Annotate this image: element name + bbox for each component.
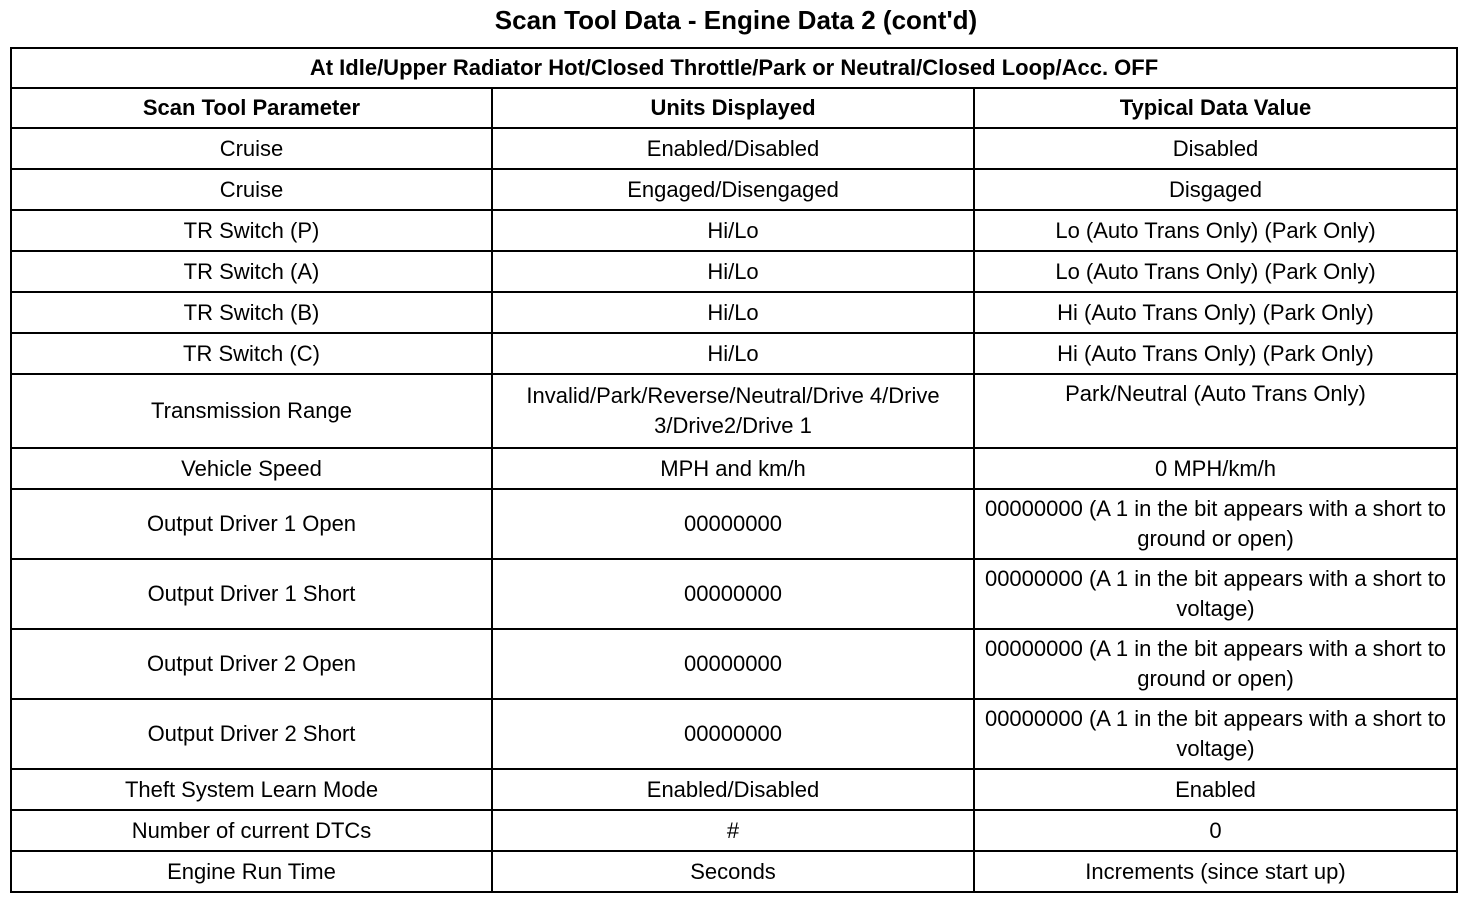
typical-value-cell: Lo (Auto Trans Only) (Park Only): [974, 210, 1457, 251]
parameter-cell: Cruise: [11, 169, 492, 210]
units-cell: #: [492, 810, 974, 851]
units-cell: Enabled/Disabled: [492, 128, 974, 169]
parameter-cell: TR Switch (P): [11, 210, 492, 251]
table-row: [11, 489, 1457, 559]
parameter-cell: Output Driver 2 Open: [11, 629, 492, 699]
column-header-parameter: Scan Tool Parameter: [11, 88, 492, 128]
typical-value-cell: 0: [974, 810, 1457, 851]
parameter-cell: Number of current DTCs: [11, 810, 492, 851]
typical-value-cell: 00000000 (A 1 in the bit appears with a short to ground or open): [974, 629, 1457, 699]
typical-value-cell: Disabled: [974, 128, 1457, 169]
units-cell: Hi/Lo: [492, 333, 974, 374]
column-header-typical-value: Typical Data Value: [974, 88, 1457, 128]
typical-value-cell: Enabled: [974, 769, 1457, 810]
typical-value-cell: 00000000 (A 1 in the bit appears with a short to voltage): [974, 559, 1457, 629]
table-row: [11, 769, 1457, 810]
scan-tool-data-table: [10, 47, 1458, 893]
table-row: [11, 128, 1457, 169]
table-row: [11, 333, 1457, 374]
parameter-cell: TR Switch (A): [11, 251, 492, 292]
condition-cell: At Idle/Upper Radiator Hot/Closed Throttle/Park or Neutral/Closed Loop/Acc. OFF: [11, 48, 1457, 88]
table-row: [11, 629, 1457, 699]
units-cell: Enabled/Disabled: [492, 769, 974, 810]
typical-value-cell: 00000000 (A 1 in the bit appears with a short to voltage): [974, 699, 1457, 769]
table-row: [11, 251, 1457, 292]
units-cell: Hi/Lo: [492, 292, 974, 333]
parameter-cell: Vehicle Speed: [11, 448, 492, 489]
units-cell: 00000000: [492, 559, 974, 629]
table-row: [11, 448, 1457, 489]
parameter-cell: TR Switch (B): [11, 292, 492, 333]
table-row: [11, 210, 1457, 251]
parameter-cell: Engine Run Time: [11, 851, 492, 892]
typical-value-cell: Park/Neutral (Auto Trans Only): [974, 374, 1457, 448]
units-cell: Engaged/Disengaged: [492, 169, 974, 210]
parameter-cell: Cruise: [11, 128, 492, 169]
typical-value-cell: 0 MPH/km/h: [974, 448, 1457, 489]
units-cell: 00000000: [492, 629, 974, 699]
column-header-units: Units Displayed: [492, 88, 974, 128]
units-cell: Invalid/Park/Reverse/Neutral/Drive 4/Drive 3/Drive2/Drive 1: [492, 374, 974, 448]
units-cell: 00000000: [492, 699, 974, 769]
table-row: [11, 699, 1457, 769]
units-cell: Seconds: [492, 851, 974, 892]
page-title: Scan Tool Data - Engine Data 2 (cont'd): [494, 5, 978, 35]
table-row: [11, 810, 1457, 851]
table-row: [11, 851, 1457, 892]
parameter-cell: Output Driver 1 Open: [11, 489, 492, 559]
parameter-cell: Theft System Learn Mode: [11, 769, 492, 810]
parameter-cell: TR Switch (C): [11, 333, 492, 374]
condition-row: [11, 48, 1457, 88]
units-cell: 00000000: [492, 489, 974, 559]
typical-value-cell: Increments (since start up): [974, 851, 1457, 892]
typical-value-cell: Hi (Auto Trans Only) (Park Only): [974, 333, 1457, 374]
parameter-cell: Transmission Range: [11, 374, 492, 448]
table-row: [11, 374, 1457, 448]
typical-value-cell: Lo (Auto Trans Only) (Park Only): [974, 251, 1457, 292]
units-cell: Hi/Lo: [492, 251, 974, 292]
parameter-cell: Output Driver 2 Short: [11, 699, 492, 769]
parameter-cell: Output Driver 1 Short: [11, 559, 492, 629]
header-row: [11, 88, 1457, 128]
typical-value-cell: 00000000 (A 1 in the bit appears with a short to ground or open): [974, 489, 1457, 559]
units-cell: Hi/Lo: [492, 210, 974, 251]
table-row: [11, 559, 1457, 629]
typical-value-cell: Hi (Auto Trans Only) (Park Only): [974, 292, 1457, 333]
units-cell: MPH and km/h: [492, 448, 974, 489]
table-row: [11, 292, 1457, 333]
typical-value-cell: Disgaged: [974, 169, 1457, 210]
table-row: [11, 169, 1457, 210]
